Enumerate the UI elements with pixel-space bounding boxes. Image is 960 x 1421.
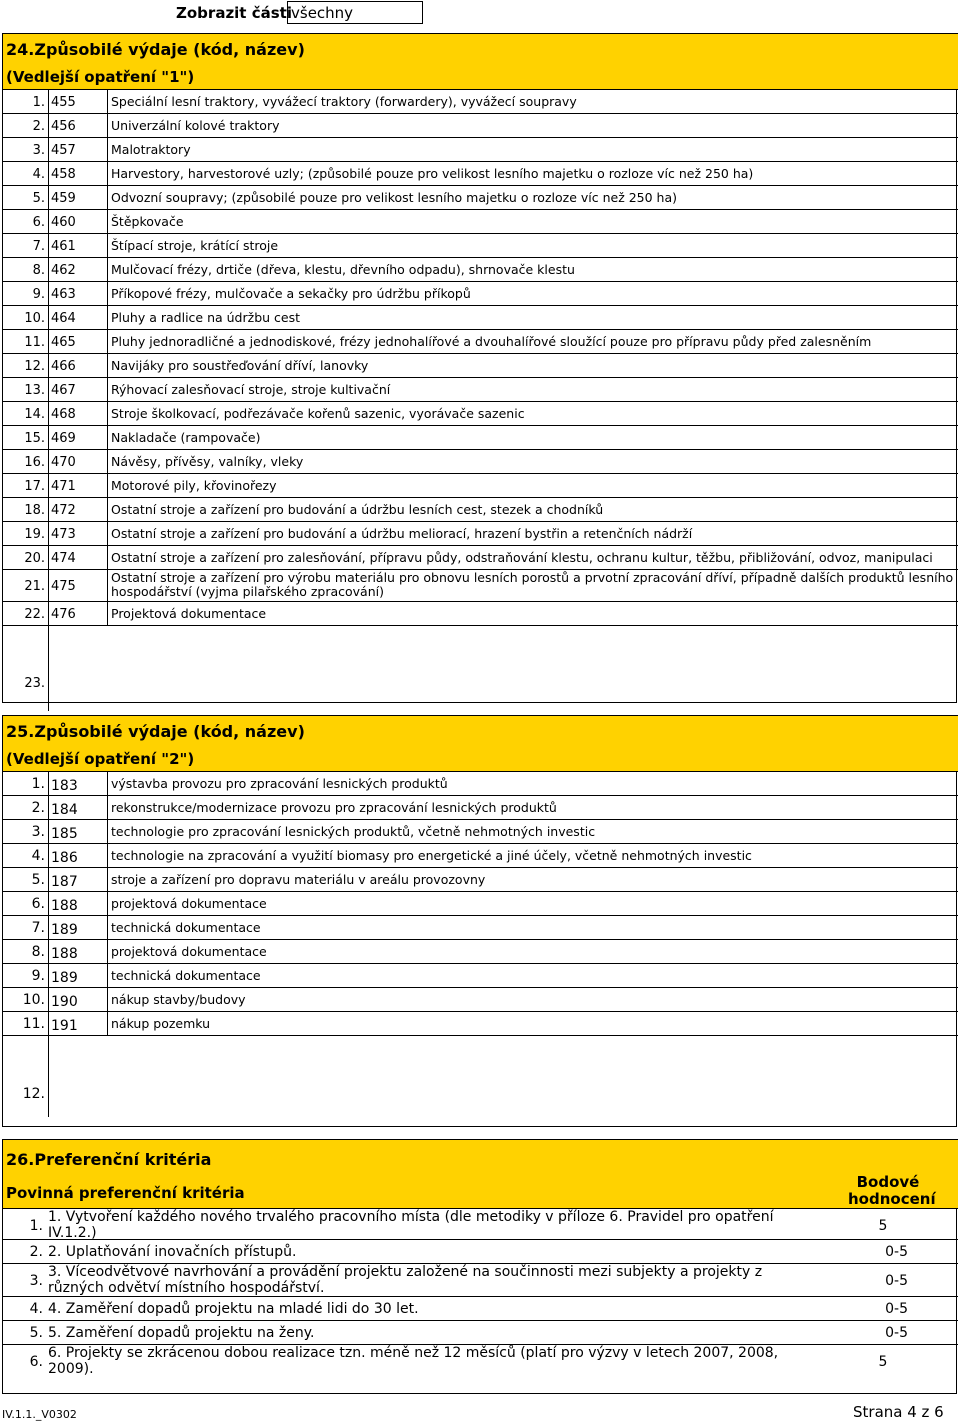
row-code: 460: [48, 210, 108, 233]
row-description: Ostatní stroje a zařízení pro budování a údržbu meliorací, hrazení bystřin a retenčních nádrží: [111, 526, 693, 541]
row-description: Odvozní soupravy; (způsobilé pouze pro velikost lesního majetku o rozloze víc než 250 ha): [111, 190, 678, 205]
row-description: stroje a zařízení pro dopravu materiálu v areálu provozovny: [111, 872, 486, 887]
row-code: 191: [48, 1012, 108, 1035]
criteria-points: 0-5: [885, 1325, 908, 1341]
row-description: Pluhy a radlice na údržbu cest: [111, 310, 300, 325]
row-number: 12.: [24, 359, 45, 374]
row-code: 474: [48, 546, 108, 569]
table-row: [3, 378, 958, 402]
row-description: Navijáky pro soustřeďování dříví, lanovky: [111, 358, 369, 373]
row-description: Malotraktory: [111, 142, 191, 157]
show-parts-label: Zobrazit části: [176, 4, 292, 22]
row-description: Stroje školkovací, podřezávače kořenů sazenic, vyorávače sazenic: [111, 406, 525, 421]
criteria-number: 2.: [29, 1244, 43, 1260]
criteria-text: 2. Uplatňování inovačních přístupů.: [48, 1244, 297, 1260]
criteria-points: 0-5: [885, 1273, 908, 1289]
row-number: 12.: [22, 1086, 45, 1102]
table-row: [3, 964, 958, 988]
row-code: 459: [48, 186, 108, 209]
row-code: 472: [48, 498, 108, 521]
criteria-row: [3, 1297, 958, 1321]
table-row: [3, 940, 958, 964]
row-number: 16.: [24, 455, 45, 470]
row-number: 20.: [24, 551, 45, 566]
row-description: Motorové pily, křovinořezy: [111, 478, 277, 493]
row-number: 22.: [24, 607, 45, 622]
row-number: 1.: [31, 776, 45, 792]
row-description: Příkopové frézy, mulčovače a sekačky pro údržbu příkopů: [111, 286, 471, 301]
row-code: 188: [48, 892, 108, 915]
row-number: 4.: [31, 848, 45, 864]
footer-page: Strana 4 z 6: [853, 1403, 944, 1421]
table-row: [3, 306, 958, 330]
row-description: Harvestory, harvestorové uzly; (způsobilé pouze pro velikost lesního majetku o rozloze víc než 250 ha): [111, 166, 754, 181]
show-parts-select[interactable]: všechny: [287, 1, 423, 24]
row-code: 188: [48, 940, 108, 963]
criteria-text: 3. Víceodvětvové navrhování a provádění projektu založené na součinnosti mezi subjekty a projekty z různých odvětví místního hospodářství.: [48, 1264, 763, 1296]
row-description: výstavba provozu pro zpracování lesnických produktů: [111, 776, 448, 791]
table-row: [3, 186, 958, 210]
row-description: nákup pozemku: [111, 1016, 211, 1031]
row-code: 456: [48, 114, 108, 137]
section-25-header: [3, 715, 958, 772]
row-description: rekonstrukce/modernizace provozu pro zpracování lesnických produktů: [111, 800, 557, 815]
section-25-title: 25.Způsobilé výdaje (kód, název): [6, 722, 305, 741]
table-row: [3, 354, 958, 378]
criteria-text: 5. Zaměření dopadů projektu na ženy.: [48, 1325, 315, 1341]
row-code: 187: [48, 868, 108, 891]
row-description: projektová dokumentace: [111, 944, 267, 959]
table-row: [3, 138, 958, 162]
row-number: 6.: [31, 896, 45, 912]
row-description: Rýhovací zalesňovací stroje, stroje kultivační: [111, 382, 391, 397]
row-code: 458: [48, 162, 108, 185]
row-description: technologie na zpracování a využití biomasy pro energetické a jiné účely, včetně nehmotných investic: [111, 848, 752, 863]
criteria-points: 5: [878, 1218, 888, 1234]
row-number: 19.: [24, 527, 45, 542]
row-code: 476: [48, 602, 108, 625]
table-row: [3, 234, 958, 258]
row-description: Návěsy, přívěsy, valníky, vleky: [111, 454, 304, 469]
row-number: 21.: [24, 579, 45, 594]
table-row: [3, 330, 958, 354]
table-row: [3, 522, 958, 546]
row-number: 1.: [32, 95, 45, 110]
row-code: 461: [48, 234, 108, 257]
row-description: Mulčovací frézy, drtiče (dřeva, klestu, dřevního odpadu), shrnovače klestu: [111, 262, 575, 277]
row-number: 11.: [22, 1016, 45, 1032]
row-code: 465: [48, 330, 108, 353]
table-row: [3, 426, 958, 450]
table-row: [3, 1036, 958, 1117]
row-number: 2.: [32, 119, 45, 134]
criteria-number: 5.: [29, 1325, 43, 1341]
criteria-points: 5: [878, 1354, 888, 1370]
criteria-row: [3, 1240, 958, 1264]
criteria-points: 0-5: [885, 1301, 908, 1317]
row-number: 23.: [24, 676, 45, 691]
row-description: Univerzální kolové traktory: [111, 118, 280, 133]
table-row: [3, 546, 958, 570]
row-number: 5.: [31, 872, 45, 888]
row-code: 190: [48, 988, 108, 1011]
criteria-row: [3, 1264, 958, 1297]
table-row: [3, 90, 958, 114]
row-number: 8.: [31, 944, 45, 960]
row-code: 189: [48, 964, 108, 987]
row-description: Pluhy jednoradličné a jednodiskové, frézy jednohalířové a dvouhalířové sloužící pouze pro přípravu půdy před zalesněním: [111, 334, 872, 349]
table-row: [3, 602, 958, 626]
table-row: [3, 258, 958, 282]
row-description: Speciální lesní traktory, vyvážecí traktory (forwardery), vyvážecí soupravy: [111, 94, 577, 109]
row-code: 475: [48, 570, 108, 601]
table-row: [3, 772, 958, 796]
criteria-row: [3, 1345, 958, 1380]
criteria-number: 4.: [29, 1301, 43, 1317]
row-code: 464: [48, 306, 108, 329]
table-row: [3, 450, 958, 474]
row-code: 469: [48, 426, 108, 449]
row-code: 184: [48, 796, 108, 819]
row-number: 17.: [24, 479, 45, 494]
table-row: [3, 892, 958, 916]
row-number: 9.: [32, 287, 45, 302]
table-row: [3, 210, 958, 234]
row-number: 4.: [32, 167, 45, 182]
row-number: 11.: [24, 335, 45, 350]
criteria-text: 6. Projekty se zkrácenou dobou realizace tzn. méně než 12 měsíců (platí pro výzvy v letech 2007, 2008, 2009).: [48, 1345, 779, 1377]
row-number: 7.: [31, 920, 45, 936]
criteria-text: 1. Vytvoření každého nového trvalého pracovního místa (dle metodiky v příloze 6. Pravidel pro opatření IV.1.2.): [48, 1209, 774, 1241]
criteria-number: 3.: [29, 1273, 43, 1289]
table-row: [3, 916, 958, 940]
section-25: [2, 715, 957, 1127]
criteria-number: 1.: [29, 1218, 43, 1234]
row-description: Štípací stroje, krátící stroje: [111, 238, 279, 253]
row-code: 189: [48, 916, 108, 939]
row-number: 5.: [32, 191, 45, 206]
row-number: 2.: [31, 800, 45, 816]
row-description: Projektová dokumentace: [111, 606, 267, 621]
row-code: 185: [48, 820, 108, 843]
row-code: 463: [48, 282, 108, 305]
section-24: [2, 33, 957, 703]
criteria-row: [3, 1209, 958, 1240]
row-description: nákup stavby/budovy: [111, 992, 246, 1007]
row-description: projektová dokumentace: [111, 896, 267, 911]
section-24-header: [3, 33, 958, 90]
row-description: Ostatní stroje a zařízení pro zalesňování, přípravu půdy, odstraňování klestu, ochranu kultur, těžbu, přibližování, odvoz, manipulaci: [111, 550, 933, 565]
row-code: 462: [48, 258, 108, 281]
points-header: Bodové hodnocení: [848, 1173, 936, 1208]
row-code: 466: [48, 354, 108, 377]
table-row: [3, 988, 958, 1012]
row-number: 7.: [32, 239, 45, 254]
row-description: technologie pro zpracování lesnických produktů, včetně nehmotných investic: [111, 824, 596, 839]
row-number: 13.: [24, 383, 45, 398]
row-description: Ostatní stroje a zařízení pro budování a údržbu lesních cest, stezek a chodníků: [111, 502, 604, 517]
row-number: 3.: [31, 824, 45, 840]
row-description: Ostatní stroje a zařízení pro výrobu materiálu pro obnovu lesních porostů a prvotní zpracování dříví, případně dalších produktů lesního hospodářství (vyjma pilařského zpracování): [111, 570, 954, 599]
section-25-subtitle: (Vedlejší opatření "2"): [6, 750, 195, 768]
table-row: [3, 474, 958, 498]
row-code: [48, 1036, 108, 1117]
row-description: Štěpkovače: [111, 214, 184, 229]
table-row: [3, 844, 958, 868]
table-row: [3, 162, 958, 186]
row-description: technická dokumentace: [111, 968, 261, 983]
row-number: 6.: [32, 215, 45, 230]
row-number: 14.: [24, 407, 45, 422]
table-row: [3, 402, 958, 426]
criteria-number: 6.: [29, 1354, 43, 1370]
section-26: [2, 1139, 957, 1394]
row-number: 3.: [32, 143, 45, 158]
table-row: [3, 820, 958, 844]
section-24-title: 24.Způsobilé výdaje (kód, název): [6, 40, 305, 59]
row-number: 18.: [24, 503, 45, 518]
table-row: [3, 796, 958, 820]
mandatory-criteria-label: Povinná preferenční kritéria: [6, 1184, 245, 1202]
row-code: 471: [48, 474, 108, 497]
footer-code: IV.1.1._V0302: [2, 1408, 77, 1421]
row-number: 8.: [32, 263, 45, 278]
criteria-text: 4. Zaměření dopadů projektu na mladé lidi do 30 let.: [48, 1301, 419, 1317]
row-code: 183: [48, 772, 108, 795]
row-description: Nakladače (rampovače): [111, 430, 261, 445]
criteria-points: 0-5: [885, 1244, 908, 1260]
row-description: technická dokumentace: [111, 920, 261, 935]
table-row: [3, 1012, 958, 1036]
row-code: 457: [48, 138, 108, 161]
table-row: [3, 626, 958, 711]
row-number: 9.: [31, 968, 45, 984]
table-row: [3, 114, 958, 138]
row-code: 468: [48, 402, 108, 425]
row-code: 473: [48, 522, 108, 545]
row-number: 10.: [22, 992, 45, 1008]
section-24-subtitle: (Vedlejší opatření "1"): [6, 68, 195, 86]
table-row: [3, 570, 958, 602]
row-code: 467: [48, 378, 108, 401]
row-code: [48, 626, 108, 711]
row-code: 455: [48, 90, 108, 113]
table-row: [3, 868, 958, 892]
row-code: 470: [48, 450, 108, 473]
row-number: 15.: [24, 431, 45, 446]
table-row: [3, 282, 958, 306]
section-26-title: 26.Preferenční kritéria: [6, 1150, 212, 1169]
criteria-row: [3, 1321, 958, 1345]
table-row: [3, 498, 958, 522]
row-number: 10.: [24, 311, 45, 326]
row-code: 186: [48, 844, 108, 867]
section-26-header: [3, 1139, 958, 1209]
